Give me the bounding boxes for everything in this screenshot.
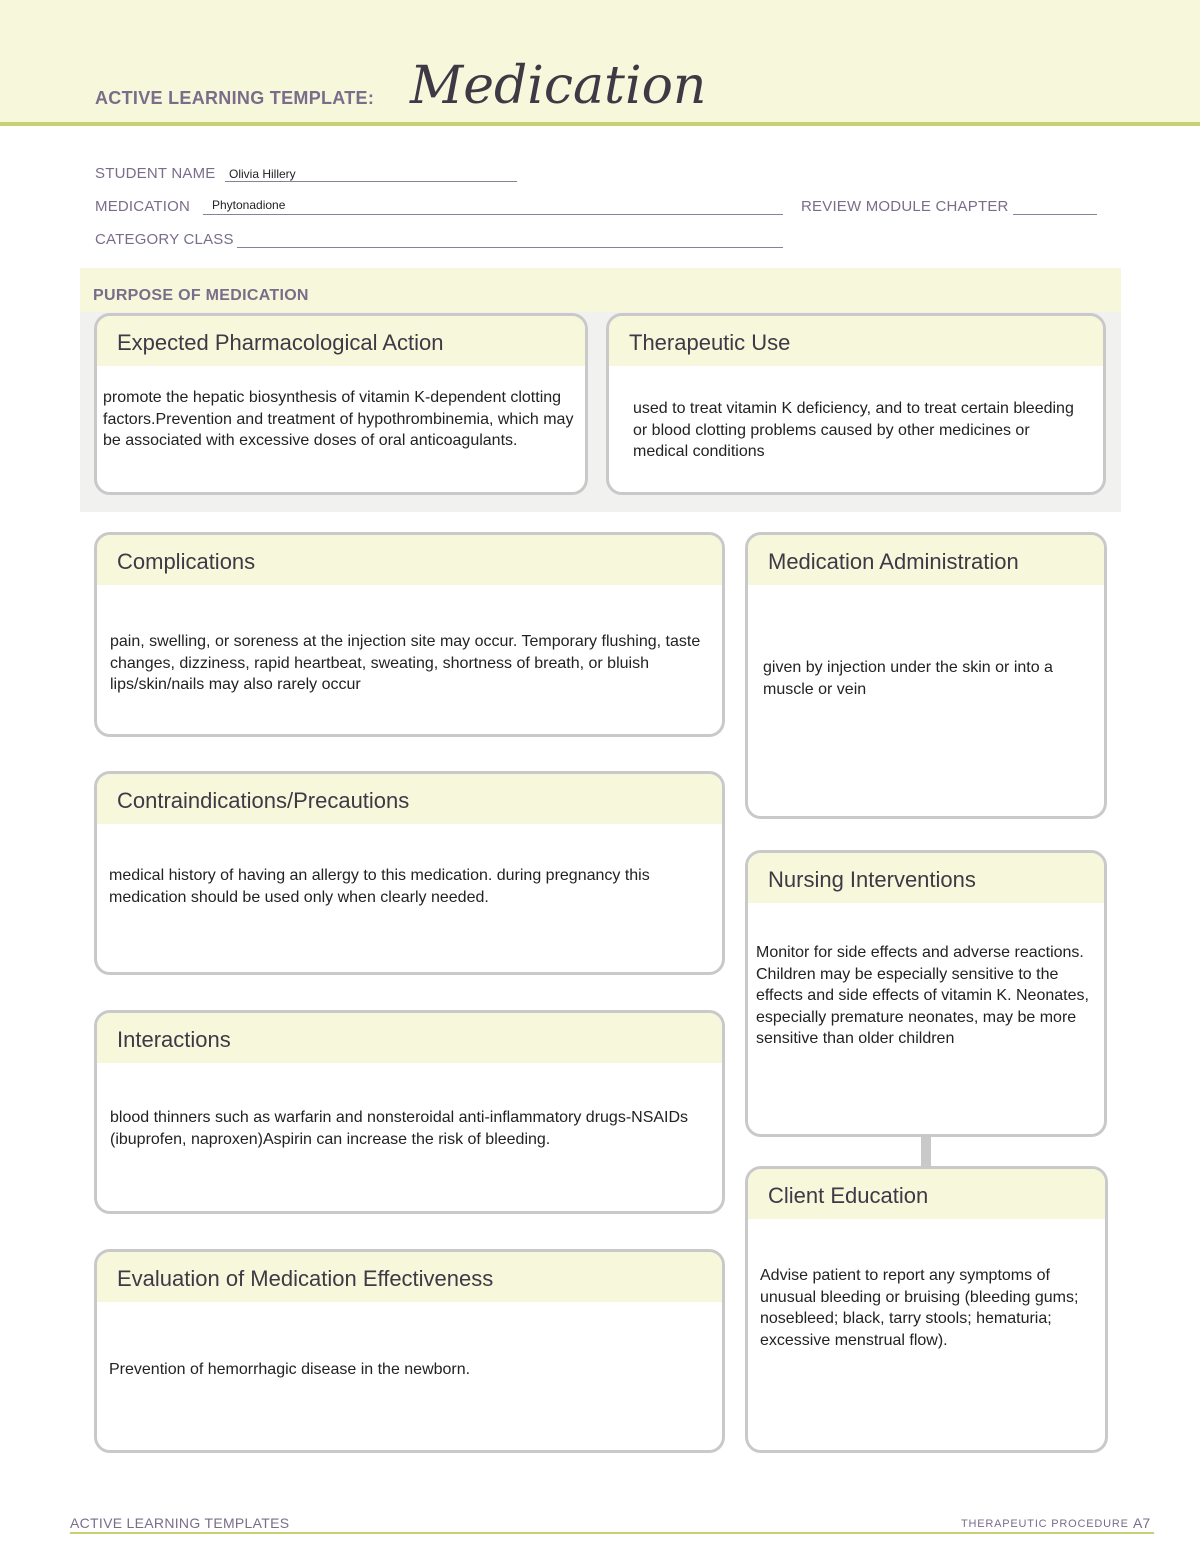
evaluation-box: [94, 1249, 725, 1453]
contraindications-box: [94, 771, 725, 975]
footer-page-number: A7: [1133, 1515, 1151, 1531]
template-label: ACTIVE LEARNING TEMPLATE:: [95, 88, 375, 108]
therapeutic-use-title: Therapeutic Use: [629, 330, 791, 355]
nursing-interventions-title: Nursing Interventions: [768, 867, 976, 892]
complications-title: Complications: [117, 549, 256, 574]
header-divider: [0, 122, 1200, 126]
expected-action-box: [94, 313, 588, 495]
category-class-field[interactable]: [237, 247, 783, 248]
expected-action-text[interactable]: promote the hepatic biosynthesis of vitamin K-dependent clotting factors.Prevention and treatment of hypothrombinemia, which may be associated with excessive doses of oral anticoagulants.: [103, 389, 574, 449]
student-name-label: STUDENT NAME: [95, 165, 216, 182]
purpose-section-label: PURPOSE OF MEDICATION: [93, 287, 309, 304]
therapeutic-use-text[interactable]: used to treat vitamin K deficiency, and to treat certain bleeding or blood clotting problems caused by other medicines or medical conditions: [633, 400, 1074, 460]
student-name-value: Olivia Hillery: [229, 167, 296, 181]
expected-action-title: Expected Pharmacological Action: [117, 330, 444, 355]
footer-left-text: ACTIVE LEARNING TEMPLATES: [70, 1515, 290, 1531]
therapeutic-use-box: [606, 313, 1106, 495]
footer-right-text: THERAPEUTIC PROCEDURE: [961, 1518, 1129, 1530]
nursing-interventions-box: [745, 850, 1107, 1137]
interactions-text[interactable]: blood thinners such as warfarin and nonsteroidal anti-inflammatory drugs-NSAIDs (ibuprofen, naproxen)Aspirin can increase the risk of bleeding.: [110, 1109, 689, 1148]
student-name-field[interactable]: [225, 181, 517, 182]
client-education-text[interactable]: Advise patient to report any symptoms of unusual bleeding or bruising (bleeding gums; nosebleed; black, tarry stools; hematuria; excessive menstrual flow).: [760, 1267, 1079, 1349]
medication-administration-text[interactable]: given by injection under the skin or into a muscle or vein: [763, 659, 1053, 698]
contraindications-text[interactable]: medical history of having an allergy to this medication. during pregnancy this medication should be used only when clearly needed.: [109, 867, 650, 906]
category-class-label: CATEGORY CLASS: [95, 231, 234, 248]
medication-administration-box: [745, 532, 1107, 819]
medication-value: Phytonadione: [212, 198, 286, 212]
evaluation-text[interactable]: Prevention of hemorrhagic disease in the newborn.: [109, 1361, 471, 1378]
medication-field[interactable]: [203, 214, 783, 215]
client-education-title: Client Education: [768, 1183, 929, 1208]
box-connector: [921, 1136, 931, 1166]
review-module-field[interactable]: [1013, 214, 1097, 215]
medication-label: MEDICATION: [95, 198, 191, 215]
page-title: Medication: [410, 56, 707, 116]
contraindications-title: Contraindications/Precautions: [117, 788, 410, 813]
complications-box: [94, 532, 725, 737]
footer-divider: [70, 1532, 1154, 1534]
interactions-title: Interactions: [117, 1027, 231, 1052]
interactions-box: [94, 1010, 725, 1214]
evaluation-title: Evaluation of Medication Effectiveness: [117, 1266, 494, 1291]
medication-administration-title: Medication Administration: [768, 549, 1019, 574]
review-module-label: REVIEW MODULE CHAPTER: [801, 198, 1009, 215]
complications-text[interactable]: pain, swelling, or soreness at the injection site may occur. Temporary flushing, taste changes, dizziness, rapid heartbeat, sweating, shortness of breath, or bluish lips/skin/nails may also rarely occur: [110, 633, 701, 693]
nursing-interventions-text[interactable]: Monitor for side effects and adverse reactions. Children may be especially sensitive to the effects and side effects of vitamin K. Neonates, especially premature neonates, may be more sensitive than older children: [756, 944, 1089, 1047]
client-education-box: [745, 1166, 1108, 1453]
